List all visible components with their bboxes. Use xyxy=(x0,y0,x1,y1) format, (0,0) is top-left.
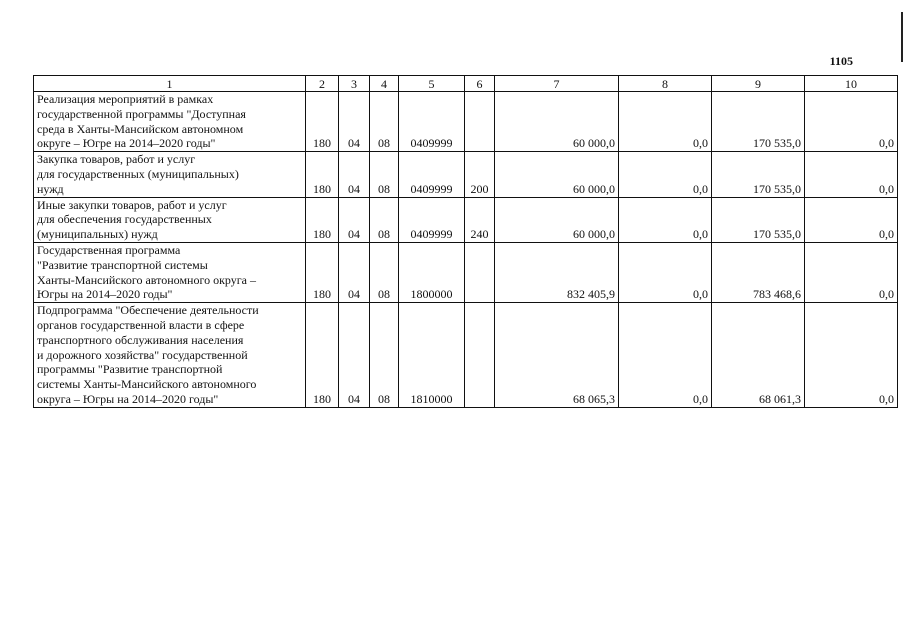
amount-col8-cell: 0,0 xyxy=(619,152,712,197)
row-name-line: (муниципальных) нужд xyxy=(37,227,158,242)
chapter-code-cell: 04 xyxy=(339,152,370,197)
table-row xyxy=(34,152,898,197)
section-code-cell: 180 xyxy=(306,152,339,197)
target-article-code-cell: 0409999 xyxy=(399,152,465,197)
row-name-line: округа – Югры на 2014–2020 годы" xyxy=(37,391,219,406)
col-header-8: 8 xyxy=(619,76,712,92)
col-header-1: 1 xyxy=(34,76,306,92)
amount-col8-cell: 0,0 xyxy=(619,92,712,152)
col-header-2: 2 xyxy=(306,76,339,92)
amount-col8-cell: 0,0 xyxy=(619,303,712,408)
amount-col9-cell: 170 535,0 xyxy=(712,92,805,152)
row-name-line: Ханты-Мансийского автономного округа – xyxy=(37,272,257,287)
row-name-line: системы Ханты-Мансийского автономного xyxy=(37,377,257,392)
table-row xyxy=(34,303,898,408)
section-code-cell: 180 xyxy=(306,92,339,152)
table-row xyxy=(34,197,898,242)
expense-type-code-cell xyxy=(465,303,495,408)
row-name-line: Югры на 2014–2020 годы" xyxy=(37,287,173,302)
expense-type-code-cell: 200 xyxy=(465,152,495,197)
row-name-line: Государственная программа xyxy=(37,242,181,257)
target-article-code-cell: 0409999 xyxy=(399,197,465,242)
col-header-7: 7 xyxy=(495,76,619,92)
subsection-code-cell: 08 xyxy=(370,92,399,152)
amount-col9-cell: 783 468,6 xyxy=(712,242,805,302)
expense-type-code-cell xyxy=(465,92,495,152)
amount-col10-cell: 0,0 xyxy=(805,242,898,302)
row-name-cell xyxy=(34,242,306,302)
section-code-cell: 180 xyxy=(306,197,339,242)
header-row xyxy=(34,76,898,92)
expense-type-code-cell: 240 xyxy=(465,197,495,242)
row-name-line: Иные закупки товаров, работ и услуг xyxy=(37,197,227,212)
row-name-line: "Развитие транспортной системы xyxy=(37,257,208,272)
section-code-cell: 180 xyxy=(306,303,339,408)
amount-col7-cell: 832 405,9 xyxy=(495,242,619,302)
row-name-cell xyxy=(34,303,306,408)
row-name-line: округе – Югре на 2014–2020 годы" xyxy=(37,136,216,151)
target-article-code-cell: 1810000 xyxy=(399,303,465,408)
chapter-code-cell: 04 xyxy=(339,242,370,302)
amount-col9-cell: 170 535,0 xyxy=(712,197,805,242)
table-row xyxy=(34,92,898,152)
amount-col7-cell: 60 000,0 xyxy=(495,152,619,197)
row-name-line: Реализация мероприятий в рамках xyxy=(37,92,214,106)
amount-col7-cell: 68 065,3 xyxy=(495,303,619,408)
row-name-line: транспортного обслуживания населения xyxy=(37,332,244,347)
row-name-line: для государственных (муниципальных) xyxy=(37,166,239,181)
row-name-line: Закупка товаров, работ и услуг xyxy=(37,152,196,167)
table-row xyxy=(34,242,898,302)
scan-edge-mark xyxy=(901,12,903,62)
amount-col8-cell: 0,0 xyxy=(619,197,712,242)
col-header-4: 4 xyxy=(370,76,399,92)
amount-col10-cell: 0,0 xyxy=(805,197,898,242)
col-header-9: 9 xyxy=(712,76,805,92)
amount-col9-cell: 68 061,3 xyxy=(712,303,805,408)
col-header-10: 10 xyxy=(805,76,898,92)
amount-col7-cell: 60 000,0 xyxy=(495,197,619,242)
page-number: 1105 xyxy=(829,54,853,68)
row-name-line: программы "Развитие транспортной xyxy=(37,362,223,377)
row-name-cell xyxy=(34,197,306,242)
amount-col10-cell: 0,0 xyxy=(805,92,898,152)
subsection-code-cell: 08 xyxy=(370,303,399,408)
row-name-line: государственной программы "Доступная xyxy=(37,106,246,121)
subsection-code-cell: 08 xyxy=(370,197,399,242)
amount-col10-cell: 0,0 xyxy=(805,152,898,197)
amount-col9-cell: 170 535,0 xyxy=(712,152,805,197)
chapter-code-cell: 04 xyxy=(339,92,370,152)
amount-col8-cell: 0,0 xyxy=(619,242,712,302)
row-name-line: органов государственной власти в сфере xyxy=(37,317,245,332)
row-name-cell xyxy=(34,92,306,152)
row-name-cell xyxy=(34,152,306,197)
target-article-code-cell: 1800000 xyxy=(399,242,465,302)
amount-col7-cell: 60 000,0 xyxy=(495,92,619,152)
row-name-line: среда в Ханты-Мансийском автономном xyxy=(37,121,244,136)
col-header-6: 6 xyxy=(465,76,495,92)
subsection-code-cell: 08 xyxy=(370,242,399,302)
row-name-line: для обеспечения государственных xyxy=(37,212,212,227)
row-name-line: Подпрограмма "Обеспечение деятельности xyxy=(37,303,259,318)
row-name-line: нужд xyxy=(37,181,64,196)
col-header-5: 5 xyxy=(399,76,465,92)
section-code-cell: 180 xyxy=(306,242,339,302)
chapter-code-cell: 04 xyxy=(339,197,370,242)
target-article-code-cell: 0409999 xyxy=(399,92,465,152)
row-name-line: и дорожного хозяйства" государственной xyxy=(37,347,248,362)
col-header-3: 3 xyxy=(339,76,370,92)
amount-col10-cell: 0,0 xyxy=(805,303,898,408)
budget-table xyxy=(33,75,898,408)
expense-type-code-cell xyxy=(465,242,495,302)
chapter-code-cell: 04 xyxy=(339,303,370,408)
subsection-code-cell: 08 xyxy=(370,152,399,197)
